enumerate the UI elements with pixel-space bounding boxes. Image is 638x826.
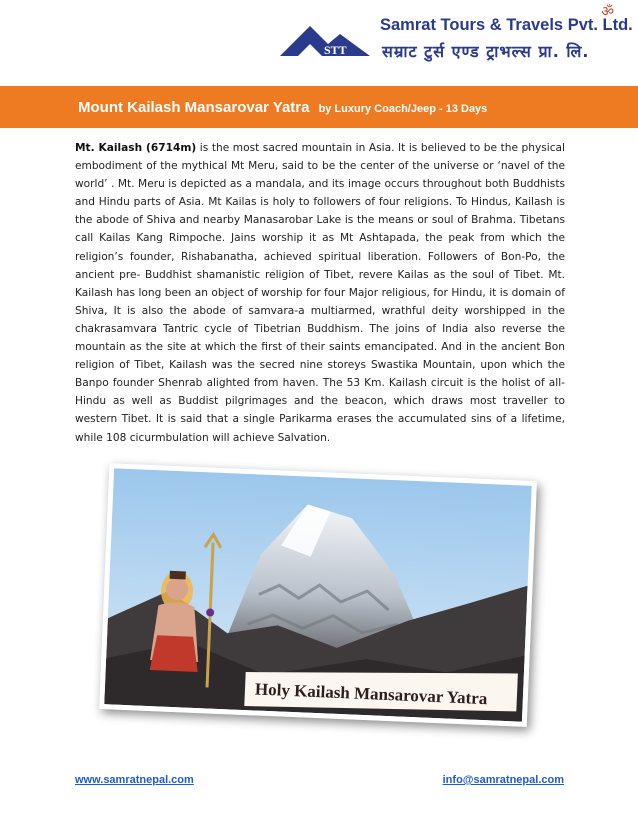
- article-text: is the most sacred mountain in Asia. It is believed to be the physical embodiment of the mythical Mt Meru, said to be the center of the universe or ‘navel of the world’ . Mt. Meru is depicted as a mandala, and its image occurs throughout both Buddhists and Hindu parts of Asia. Mt Kailas is holy to followers of four religions. To Hindus, Kailash is the abode of Shiva and nearby Manasarobar Lake is the means or soul of Brahma. Tibetans call Kailas Kang Rimpoche. Jains worship it as Mt Ashtapada, the peak from which the religion’s founder, Rishabanatha, achieved spiritual liberation. Followers of Bon-Po, the ancient pre- Buddhist shamanistic religion of Tibet, revere Kailas as the soul of Tibet. Mt. Kailash has long been an object of worship for four Major religious, for Hindu, it is domain of Shiva, It is also the abode of samvara-a multiarmed, wrathful deity worshipped in the chakrasamvara Tantric cycle of Tibetrian Buddhism. The joins of India also reverse the mountain as the site at which the first of their saints emancipated. And in the ancient Bon religion of Tibet, Kailash was the secred nine storeys Swastika Mountain, upon which the Banpo founder Shenrab alighted from haven. The 53 Km. Kailash circuit is the holist of all-Hindu as well as Buddist pilgrimages and the beacon, which draws most traveller to western Tibet. It is said that a single Parikarma erases the accumulated sins of a lifetime, while 108 cicurmbulation will achieve Salvation.: [75, 142, 565, 444]
- photo-caption: Holy Kailash Mansarovar Yatra: [254, 679, 488, 709]
- article-lead: Mt. Kailash (6714m): [75, 142, 197, 154]
- page-title-subtitle: by Luxury Coach/Jeep - 13 Days: [318, 103, 488, 115]
- article-body: [75, 139, 565, 447]
- company-name-english: Samrat Tours & Travels Pvt. Ltd.: [380, 16, 633, 34]
- page-title-main: Mount Kailash Mansarovar Yatra: [78, 99, 310, 116]
- website-link[interactable]: www.samratnepal.com: [75, 774, 194, 786]
- page-title: [78, 97, 487, 116]
- company-logo: [280, 22, 370, 58]
- company-name-hindi: सम्राट टुर्स एण्ड ट्राभल्स प्रा. लि.: [382, 42, 590, 61]
- mountain-photo-illustration: [104, 468, 532, 721]
- mountain-logo-icon: [280, 22, 370, 58]
- kailash-photo: [99, 463, 537, 727]
- logo-text: STT: [324, 43, 347, 57]
- om-symbol: ॐ: [601, 4, 614, 20]
- email-link[interactable]: info@samratnepal.com: [442, 774, 564, 786]
